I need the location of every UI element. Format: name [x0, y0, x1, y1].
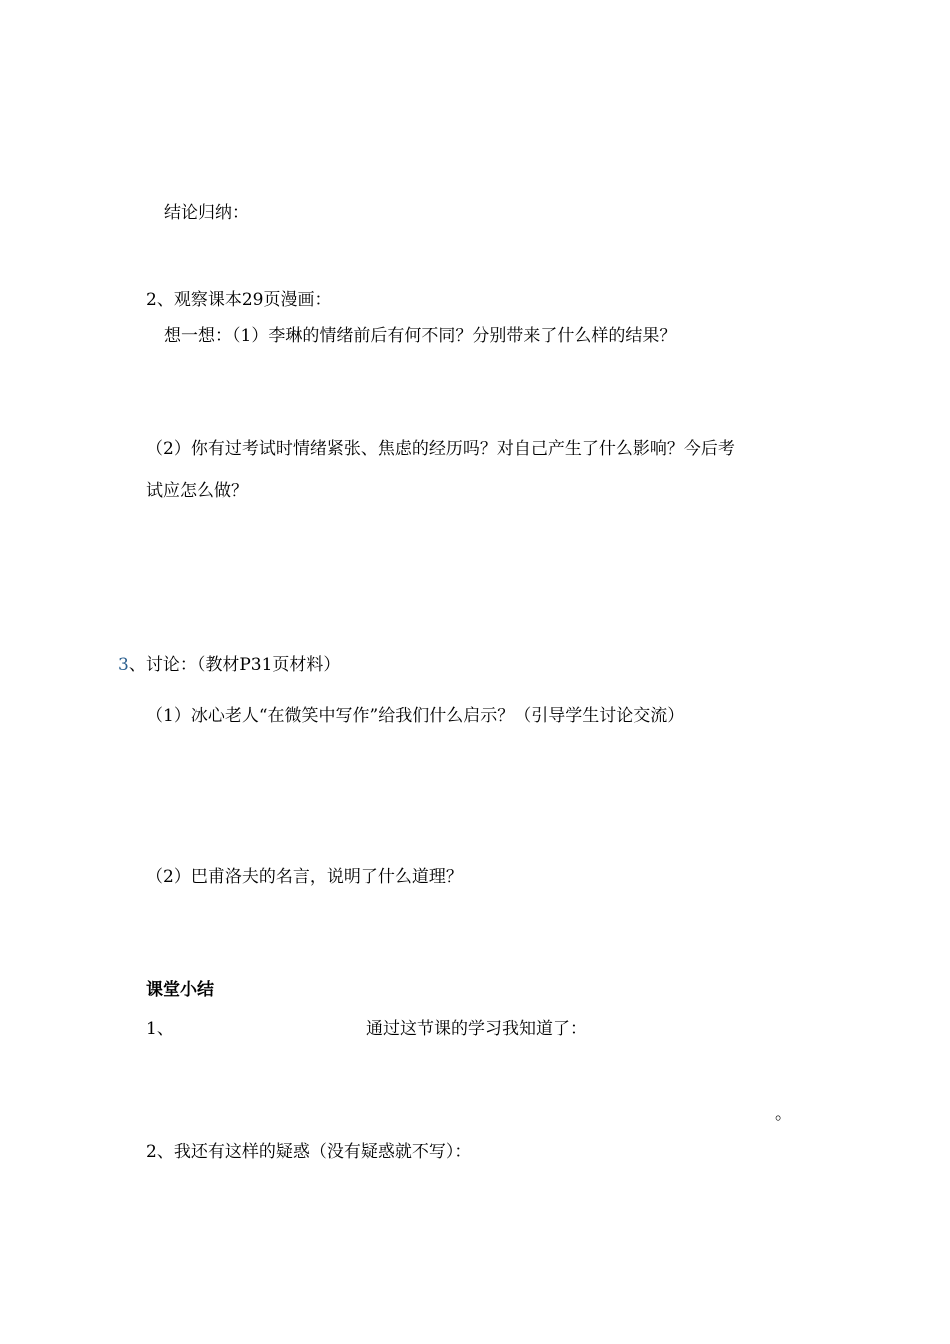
- item2-title: 2、观察课本29页漫画：: [146, 290, 332, 310]
- summary-item2-text: 2、我还有这样的疑惑（没有疑惑就不写）：: [146, 1142, 472, 1162]
- summary-item1-number: 1、: [146, 1019, 174, 1039]
- item3-question1: （1）冰心老人“在微笑中写作”给我们什么启示？（引导学生讨论交流）: [146, 706, 685, 726]
- item3-number: 3: [118, 655, 129, 675]
- item2-question2-line1: （2）你有过考试时情绪紧张、焦虑的经历吗？对自己产生了什么影响？今后考: [146, 439, 735, 459]
- item3-title: 、讨论：（教材P31页材料）: [128, 655, 341, 675]
- item3-question2: （2）巴甫洛夫的名言，说明了什么道理？: [146, 867, 463, 887]
- summary-item1-end-mark: 。: [775, 1104, 792, 1124]
- summary-item1-text: 通过这节课的学习我知道了：: [366, 1019, 587, 1039]
- item3-title-row: [118, 654, 340, 676]
- item2-question2-line2: 试应怎么做？: [146, 481, 248, 501]
- summary-heading: 课堂小结: [146, 980, 214, 1000]
- item2-question1: 想一想：（1）李琳的情绪前后有何不同？分别带来了什么样的结果？: [164, 326, 677, 346]
- conclusion-label: 结论归纳：: [164, 203, 249, 223]
